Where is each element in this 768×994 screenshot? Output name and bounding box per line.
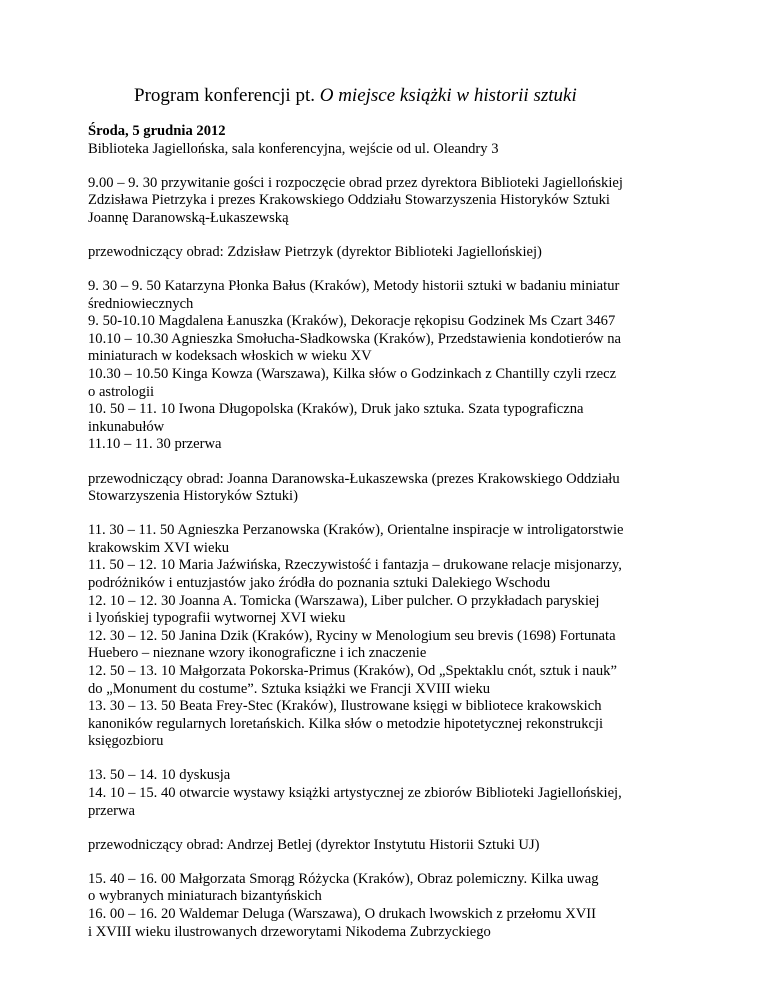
program-line: 11. 50 – 12. 10 Maria Jaźwińska, Rzeczywistość i fantazja – drukowane relacje misjonarzy, <box>88 557 622 574</box>
program-line: 12. 10 – 12. 30 Joanna A. Tomicka (Warszawa), Liber pulcher. O przykładach paryskiej <box>88 592 600 609</box>
program-line: Zdzisława Pietrzyka i prezes Krakowskiego Oddziału Stowarzyszenia Historyków Sztuki <box>88 192 610 209</box>
program-paragraph <box>88 278 728 454</box>
program-line: 9. 30 – 9. 50 Katarzyna Płonka Bałus (Kraków), Metody historii sztuki w badaniu miniatur <box>88 278 620 295</box>
program-line: inkunabułów <box>88 418 165 435</box>
program-paragraph <box>88 767 728 820</box>
program-line: 13. 50 – 14. 10 dyskusja <box>88 767 231 784</box>
program-line: przerwa <box>88 802 135 819</box>
program-line: do „Monument du costume”. Sztuka książki we Francji XVIII wieku <box>88 680 491 697</box>
program-line: średniowiecznych <box>88 295 194 312</box>
program-line: Biblioteka Jagiellońska, sala konferencyjna, wejście od ul. Oleandry 3 <box>88 140 499 157</box>
program-line: i XVIII wieku ilustrowanych drzeworytami Nikodema Zubrzyckiego <box>88 923 491 940</box>
program-line: podróżników i entuzjastów jako źródła do poznania sztuki Dalekiego Wschodu <box>88 574 551 591</box>
program-line: 12. 50 – 13. 10 Małgorzata Pokorska-Primus (Kraków), Od „Spektaklu cnót, sztuk i nauk” <box>88 662 617 679</box>
program-line: kanoników regularnych loretańskich. Kilka słów o metodzie hipotetycznej rekonstrukcji <box>88 715 604 732</box>
program-paragraph <box>88 522 728 751</box>
program-line: 11. 30 – 11. 50 Agnieszka Perzanowska (Kraków), Orientalne inspiracje w introligatorstwie <box>88 522 624 539</box>
program-line: Stowarzyszenia Historyków Sztuki) <box>88 488 298 505</box>
program-line: 15. 40 – 16. 00 Małgorzata Smorąg Różycka (Kraków), Obraz polemiczny. Kilka uwag <box>88 870 599 887</box>
program-line: 10.10 – 10.30 Agnieszka Smołucha-Sładkowska (Kraków), Przedstawienia kondotierów na <box>88 330 621 347</box>
program-line: Joannę Daranowską-Łukaszewską <box>88 209 289 226</box>
program-line: 9.00 – 9. 30 przywitanie gości i rozpoczęcie obrad przez dyrektora Biblioteki Jagiellońskiej <box>88 174 623 191</box>
program-line: przewodniczący obrad: Joanna Daranowska-Łukaszewska (prezes Krakowskiego Oddziału <box>88 470 620 487</box>
program-line: 10. 50 – 11. 10 Iwona Długopolska (Kraków), Druk jako sztuka. Szata typograficzna <box>88 401 584 418</box>
program-line: 13. 30 – 13. 50 Beata Frey-Stec (Kraków), Ilustrowane księgi w bibliotece krakowskich <box>88 698 602 715</box>
program-line: krakowskim XVI wieku <box>88 539 230 556</box>
program-line: przewodniczący obrad: Andrzej Betlej (dyrektor Instytutu Historii Sztuki UJ) <box>88 836 540 853</box>
program-line: 16. 00 – 16. 20 Waldemar Deluga (Warszawa), O drukach lwowskich z przełomu XVII <box>88 905 597 922</box>
document-title <box>134 84 577 108</box>
program-line: o wybranych miniaturach bizantyńskich <box>88 888 322 905</box>
date-heading: Środa, 5 grudnia 2012 <box>88 123 226 139</box>
program-line: 12. 30 – 12. 50 Janina Dzik (Kraków), Ryciny w Menologium seu brevis (1698) Fortunata <box>88 627 616 644</box>
program-line: przewodniczący obrad: Zdzisław Pietrzyk (dyrektor Biblioteki Jagiellońskiej) <box>88 243 542 260</box>
program-paragraph <box>88 244 728 262</box>
title-italic: O miejsce książki w historii sztuki <box>319 85 577 106</box>
program-line: 14. 10 – 15. 40 otwarcie wystawy książki artystycznej ze zbiorów Biblioteki Jagiellońskiej, <box>88 785 622 801</box>
program-line: o astrologii <box>88 383 155 400</box>
program-line: Huebero – nieznane wzory ikonograficzne i ich znaczenie <box>88 645 427 662</box>
program-line: miniaturach w kodeksach włoskich w wieku XV <box>88 348 372 365</box>
program-line: i lyońskiej typografii wytwornej XVI wieku <box>88 610 346 627</box>
program-line: 9. 50-10.10 Magdalena Łanuszka (Kraków), Dekoracje rękopisu Godzinek Ms Czart 3467 <box>88 313 616 330</box>
program-paragraph <box>88 471 728 506</box>
program-paragraph <box>88 837 728 855</box>
program-paragraph <box>88 175 728 228</box>
program-line: księgozbioru <box>88 733 164 750</box>
program-content <box>88 123 728 958</box>
program-paragraph <box>88 871 728 941</box>
title-prefix: Program konferencji pt. <box>134 85 315 106</box>
program-line: 10.30 – 10.50 Kinga Kowza (Warszawa), Kilka słów o Godzinkach z Chantilly czyli rzecz <box>88 366 617 383</box>
program-paragraph <box>88 123 728 158</box>
program-line: 11.10 – 11. 30 przerwa <box>88 436 222 453</box>
